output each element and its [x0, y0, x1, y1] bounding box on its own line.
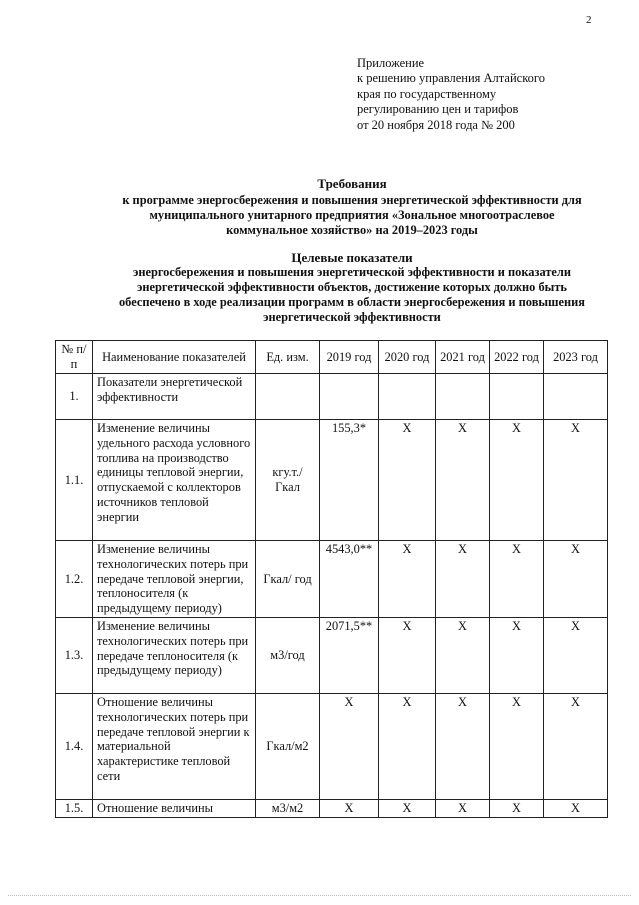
value-2020: X — [379, 541, 436, 618]
annex-line: к решению управления Алтайского — [357, 71, 545, 86]
table-header-row — [56, 341, 608, 374]
row-name: Показатели энергетической эффективности — [93, 374, 256, 420]
value-2022 — [490, 374, 544, 420]
header-2020: 2020 год — [379, 341, 436, 374]
annex-line: края по государственному — [357, 86, 497, 101]
row-unit: м3/год — [256, 617, 320, 693]
value-2023: X — [544, 541, 608, 618]
annex-line: от 20 ноября 2018 года № 200 — [357, 117, 515, 132]
value-2020: X — [379, 799, 436, 817]
row-number: 1.2. — [56, 541, 93, 618]
page-bottom-edge — [8, 895, 631, 896]
row-number: 1.4. — [56, 693, 93, 799]
row-unit: Гкал/ год — [256, 541, 320, 618]
document-title — [96, 176, 608, 238]
table-row — [56, 374, 608, 420]
title-line: муниципального унитарного предприятия «Зональное многоотраслевое — [149, 208, 555, 222]
table-row — [56, 617, 608, 693]
row-number: 1.3. — [56, 617, 93, 693]
value-2022: X — [490, 617, 544, 693]
header-2021: 2021 год — [436, 341, 490, 374]
row-unit: м3/м2 — [256, 799, 320, 817]
row-unit — [256, 374, 320, 420]
value-2019: X — [320, 693, 379, 799]
value-2022: X — [490, 799, 544, 817]
value-2019: 155,3* — [320, 420, 379, 541]
row-name: Изменение величины технологических потерь при передаче теплоносителя (к предыдущему периоду) — [93, 617, 256, 693]
subtitle-line: энергосбережения и повышения энергетической эффективности и показатели — [132, 265, 572, 279]
value-2020: X — [379, 420, 436, 541]
title-line: к программе энергосбережения и повышения энергетической эффективности для — [122, 193, 582, 207]
page-number: 2 — [586, 14, 592, 26]
value-2019: 4543,0** — [320, 541, 379, 618]
row-name: Изменение величины технологических потерь при передаче тепловой энергии, теплоносителя (к предыдущему периоду) — [93, 541, 256, 618]
row-unit: кгу.т./ Гкал — [256, 420, 320, 541]
value-2019: X — [320, 799, 379, 817]
value-2020: X — [379, 693, 436, 799]
value-2023 — [544, 374, 608, 420]
row-unit: Гкал/м2 — [256, 693, 320, 799]
value-2021: X — [436, 693, 490, 799]
subtitle-main: Целевые показатели — [291, 250, 413, 265]
value-2019: 2071,5** — [320, 617, 379, 693]
table-row — [56, 420, 608, 541]
value-2021: X — [436, 420, 490, 541]
header-number: № п/п — [56, 341, 93, 374]
header-2022: 2022 год — [490, 341, 544, 374]
value-2020: X — [379, 617, 436, 693]
row-name: Отношение величины технологических потерь при передаче тепловой энергии к материальной характеристике тепловой сети — [93, 693, 256, 799]
table-row — [56, 799, 608, 817]
value-2019 — [320, 374, 379, 420]
value-2023: X — [544, 617, 608, 693]
header-2023: 2023 год — [544, 341, 608, 374]
indicators-table — [55, 340, 608, 818]
header-2019: 2019 год — [320, 341, 379, 374]
subtitle-line: энергетической эффективности объектов, достижение которых должно быть — [137, 280, 567, 294]
value-2023: X — [544, 693, 608, 799]
value-2021: X — [436, 799, 490, 817]
value-2022: X — [490, 420, 544, 541]
row-number: 1. — [56, 374, 93, 420]
value-2021 — [436, 374, 490, 420]
table-row — [56, 693, 608, 799]
row-number: 1.1. — [56, 420, 93, 541]
value-2021: X — [436, 617, 490, 693]
row-number: 1.5. — [56, 799, 93, 817]
header-unit: Ед. изм. — [256, 341, 320, 374]
subtitle-line: обеспечено в ходе реализации программ в области энергосбережения и повышения — [118, 295, 585, 309]
value-2022: X — [490, 541, 544, 618]
value-2021: X — [436, 541, 490, 618]
title-main: Требования — [317, 176, 387, 191]
annex-block — [357, 56, 545, 133]
annex-line: Приложение — [357, 56, 425, 70]
header-name: Наименование показателей — [93, 341, 256, 374]
value-2023: X — [544, 799, 608, 817]
table-row — [56, 541, 608, 618]
value-2022: X — [490, 693, 544, 799]
row-name: Изменение величины удельного расхода условного топлива на производство единицы тепловой энергии, отпускаемой с коллекторов источников тепловой энергии — [93, 420, 256, 541]
value-2023: X — [544, 420, 608, 541]
subtitle-line: энергетической эффективности — [263, 310, 441, 324]
annex-line: регулированию цен и тарифов — [357, 102, 519, 117]
row-name: Отношение величины — [93, 799, 256, 817]
value-2020 — [379, 374, 436, 420]
document-subtitle — [96, 250, 608, 325]
title-line: коммунальное хозяйство» на 2019–2023 годы — [226, 223, 478, 237]
